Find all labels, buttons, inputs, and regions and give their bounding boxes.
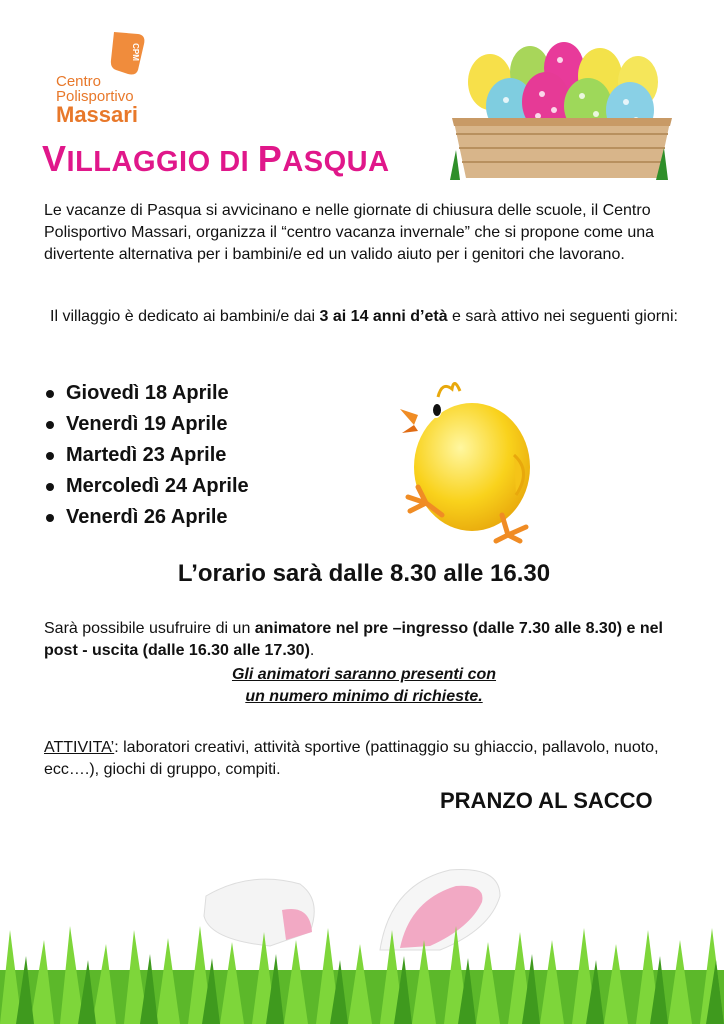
animators-note-line2: un numero minimo di richieste. — [245, 688, 483, 705]
logo-line1: Centro — [56, 73, 102, 90]
animator-hours: animatore nel pre –ingresso (dalle 7.30 alle 8.30) e nel post - uscita (dalle 16.30 alle 17.30) — [44, 620, 663, 659]
age-range: 3 ai 14 anni d’età — [319, 308, 448, 325]
page-title: VILLAGGIO DI PASQUA — [42, 138, 390, 179]
day-item: Martedì 23 Aprile — [44, 440, 374, 471]
schedule-heading: L’orario sarà dalle 8.30 alle 16.30 — [177, 560, 551, 587]
logo-line3: Massari — [56, 102, 138, 127]
activities-label: ATTIVITA’ — [44, 739, 115, 756]
logo-line2: Polisportivo — [56, 88, 134, 105]
logo — [56, 30, 166, 125]
animators-note — [44, 664, 684, 708]
animators-note-line1: Gli animatori saranno presenti con — [231, 666, 497, 683]
egg-basket-image — [450, 30, 674, 180]
intro-paragraph: Le vacanze di Pasqua si avvicinano e nelle giornate di chiusura delle scuole, il Centro Polisportivo Massari, organizza il “centro vacanza invernale” che si propone come una divertente alternativa per i bambini/e ed un valido aiuto per i genitori che lavorano. — [44, 202, 655, 263]
day-item: Venerdì 26 Aprile — [44, 502, 374, 533]
day-item: Giovedì 18 Aprile — [44, 378, 374, 409]
logo-mark-text: CPM — [131, 43, 140, 61]
logo-text — [56, 74, 138, 126]
animator-paragraph: Sarà possibile usufruire di un animatore nel pre –ingresso (dalle 7.30 alle 8.30) e nel post - uscita (dalle 16.30 alle 17.30). — [44, 620, 663, 659]
cpm-logo-mark-icon — [108, 30, 148, 76]
bunny-grass-image — [0, 860, 724, 1024]
lunch-heading: PRANZO AL SACCO — [440, 788, 653, 813]
chick-image — [396, 375, 536, 545]
day-item: Venerdì 19 Aprile — [44, 409, 374, 440]
days-list — [44, 378, 374, 533]
day-item: Mercoledì 24 Aprile — [44, 471, 374, 502]
age-paragraph: Il villaggio è dedicato ai bambini/e dai 3 ai 14 anni d’età e sarà attivo nei seguenti giorni: — [50, 308, 678, 325]
activities-paragraph: ATTIVITA’: laboratori creativi, attività sportive (pattinaggio su ghiaccio, pallavolo, nuoto, ecc….), giochi di gruppo, compiti. — [44, 739, 659, 778]
